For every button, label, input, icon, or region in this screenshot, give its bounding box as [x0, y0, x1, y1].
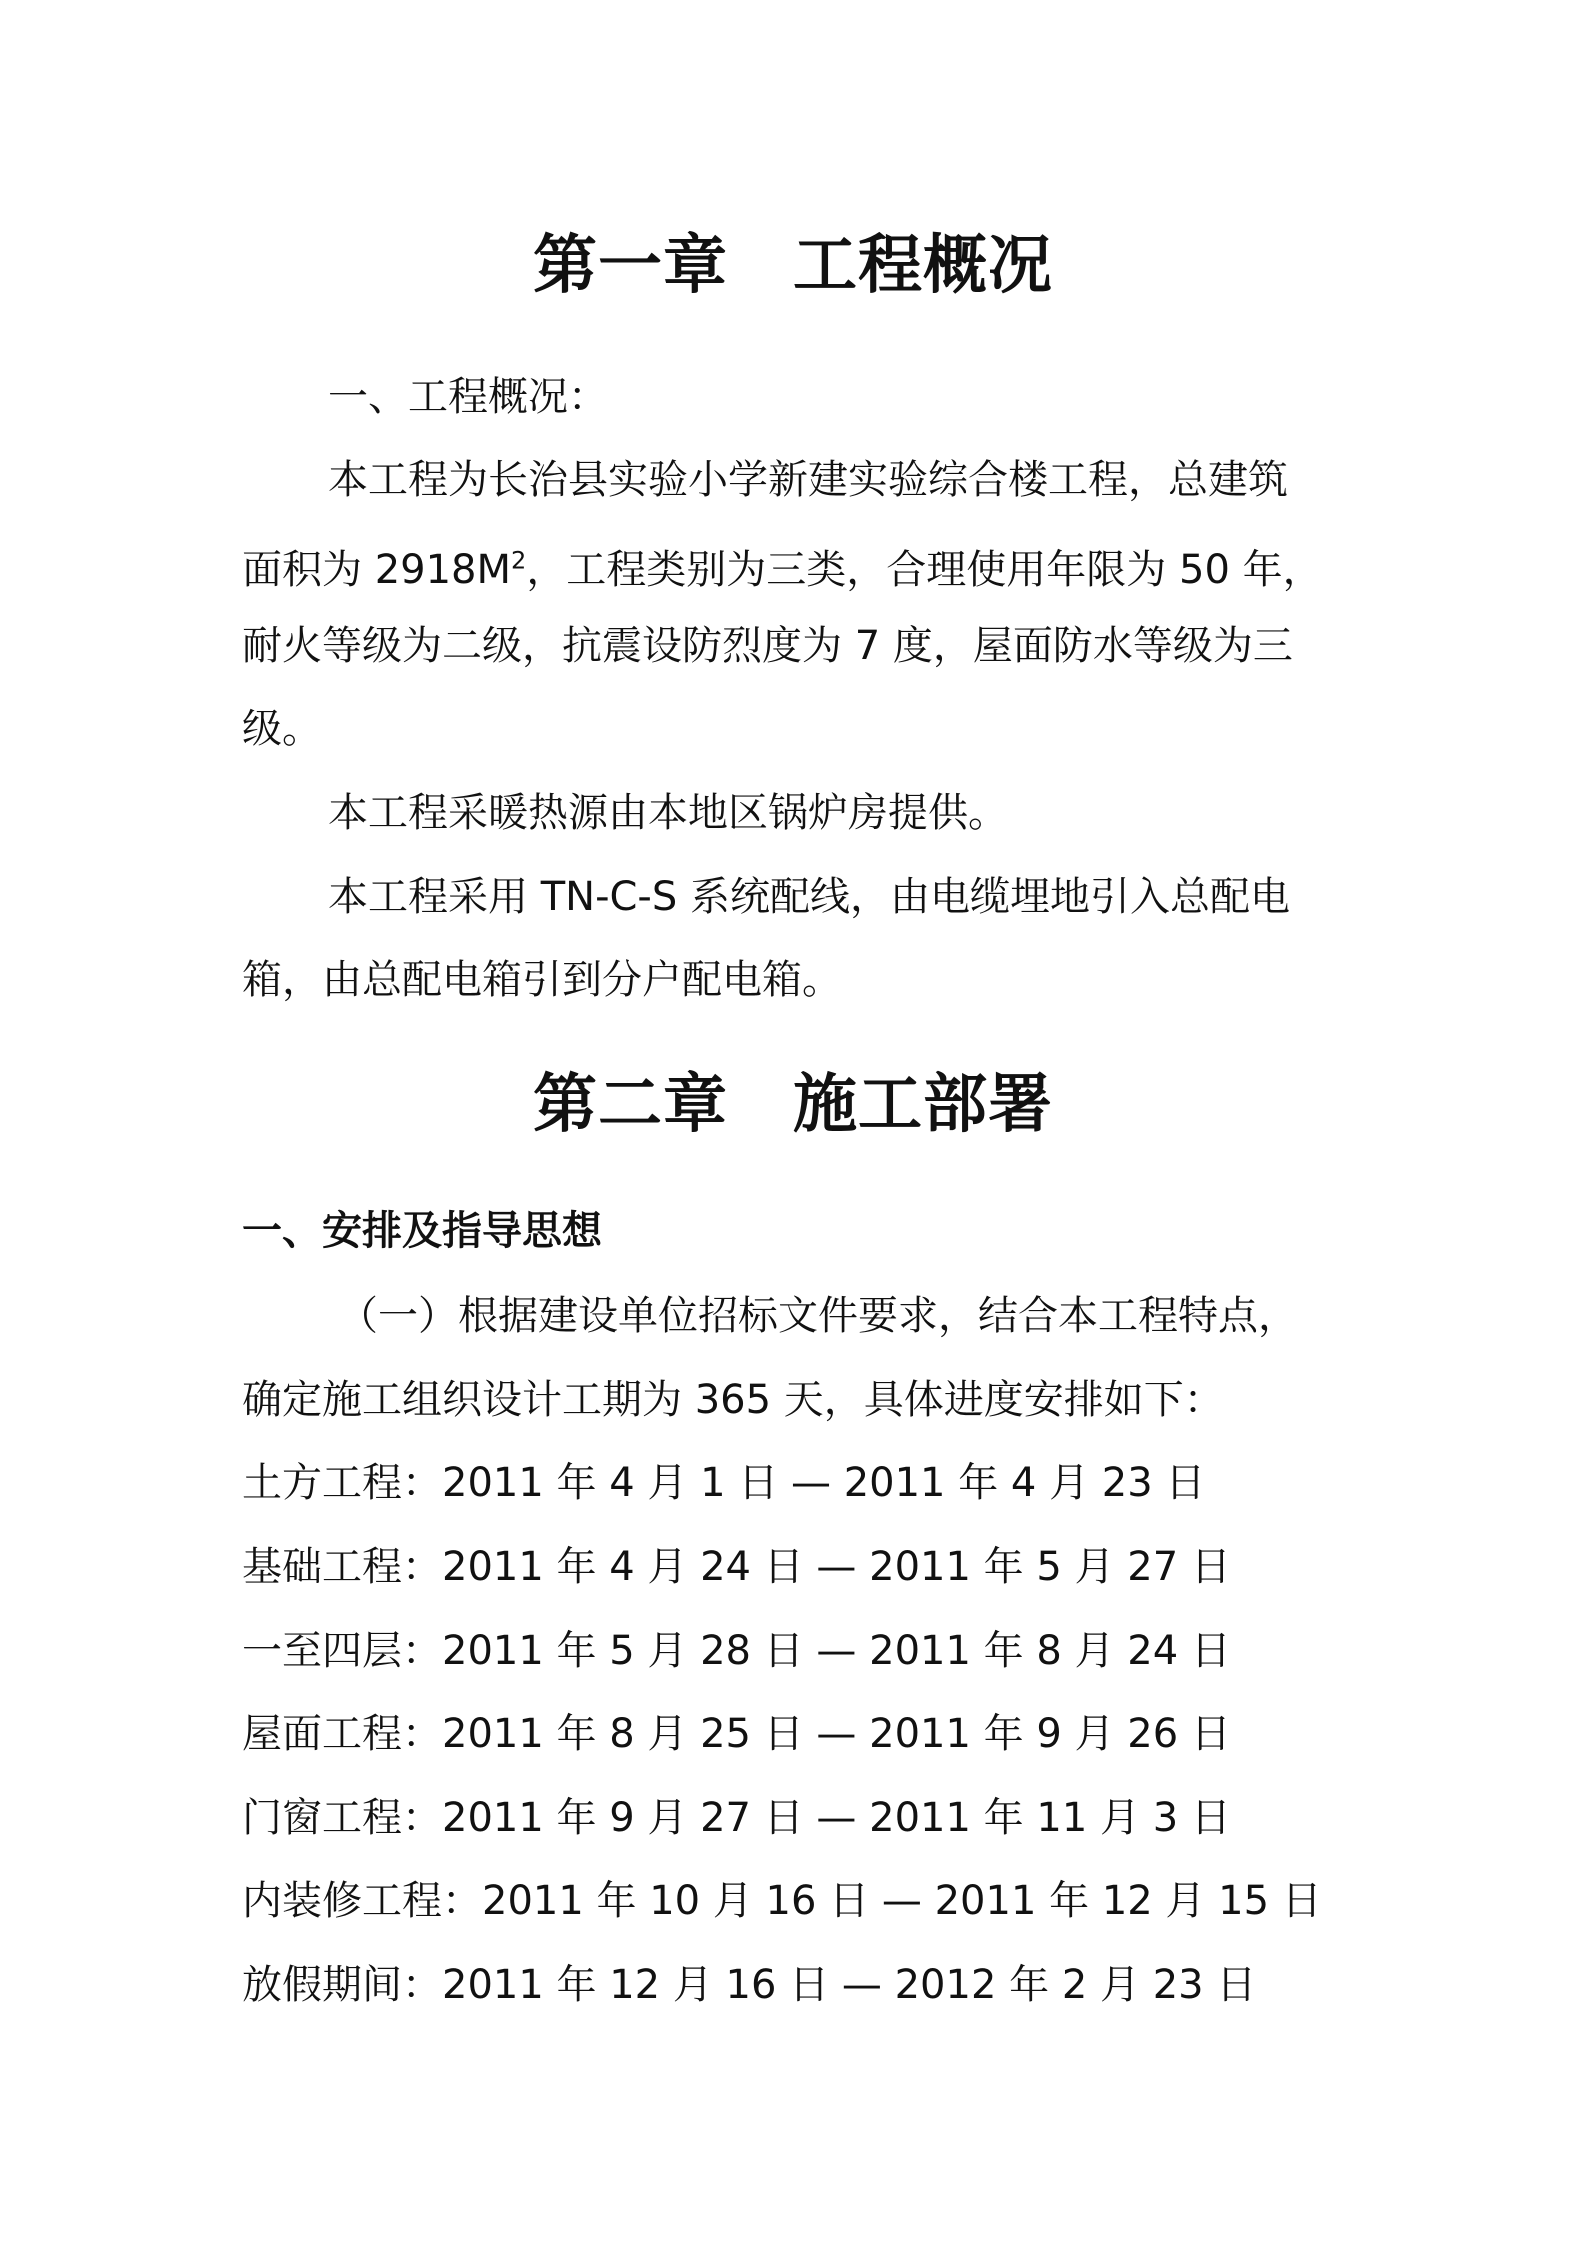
area-prefix: 面积为 2918M	[242, 547, 512, 593]
section-2-heading: 一、安排及指导思想	[242, 1208, 602, 1254]
paragraph-line: （一）根据建设单位招标文件要求，结合本工程特点，	[338, 1293, 1298, 1339]
paragraph-line: 本工程采用 TN-C-S 系统配线，由电缆埋地引入总配电	[328, 874, 1290, 920]
schedule-item: 屋面工程：2011 年 8 月 25 日 — 2011 年 9 月 26 日	[242, 1711, 1231, 1757]
section-1-heading: 一、工程概况：	[328, 374, 608, 420]
schedule-item: 放假期间：2011 年 12 月 16 日 — 2012 年 2 月 23 日	[242, 1962, 1257, 2008]
paragraph-line: 箱，由总配电箱引到分户配电箱。	[242, 957, 842, 1003]
schedule-item: 门窗工程：2011 年 9 月 27 日 — 2011 年 11 月 3 日	[242, 1795, 1231, 1841]
paragraph-line: 本工程为长治县实验小学新建实验综合楼工程，总建筑	[328, 457, 1288, 503]
chapter-2-title: 第二章 施工部署	[533, 1068, 1053, 1142]
schedule-item: 一至四层：2011 年 5 月 28 日 — 2011 年 8 月 24 日	[242, 1628, 1231, 1674]
schedule-item: 基础工程：2011 年 4 月 24 日 — 2011 年 5 月 27 日	[242, 1544, 1231, 1590]
paragraph-line: 级。	[242, 706, 322, 752]
area-suffix: ，工程类别为三类，合理使用年限为 50 年，	[526, 547, 1323, 593]
chapter-1-title: 第一章 工程概况	[533, 229, 1053, 303]
paragraph-heating: 本工程采暖热源由本地区锅炉房提供。	[328, 790, 1008, 836]
paragraph-line: 耐火等级为二级，抗震设防烈度为 7 度，屋面防水等级为三	[242, 623, 1293, 669]
paragraph-line: 确定施工组织设计工期为 365 天，具体进度安排如下：	[242, 1377, 1224, 1423]
schedule-item: 内装修工程：2011 年 10 月 16 日 — 2011 年 12 月 15 日	[242, 1878, 1322, 1924]
paragraph-line	[242, 542, 1323, 598]
schedule-item: 土方工程：2011 年 4 月 1 日 — 2011 年 4 月 23 日	[242, 1460, 1206, 1506]
area-superscript: 2	[511, 546, 527, 575]
